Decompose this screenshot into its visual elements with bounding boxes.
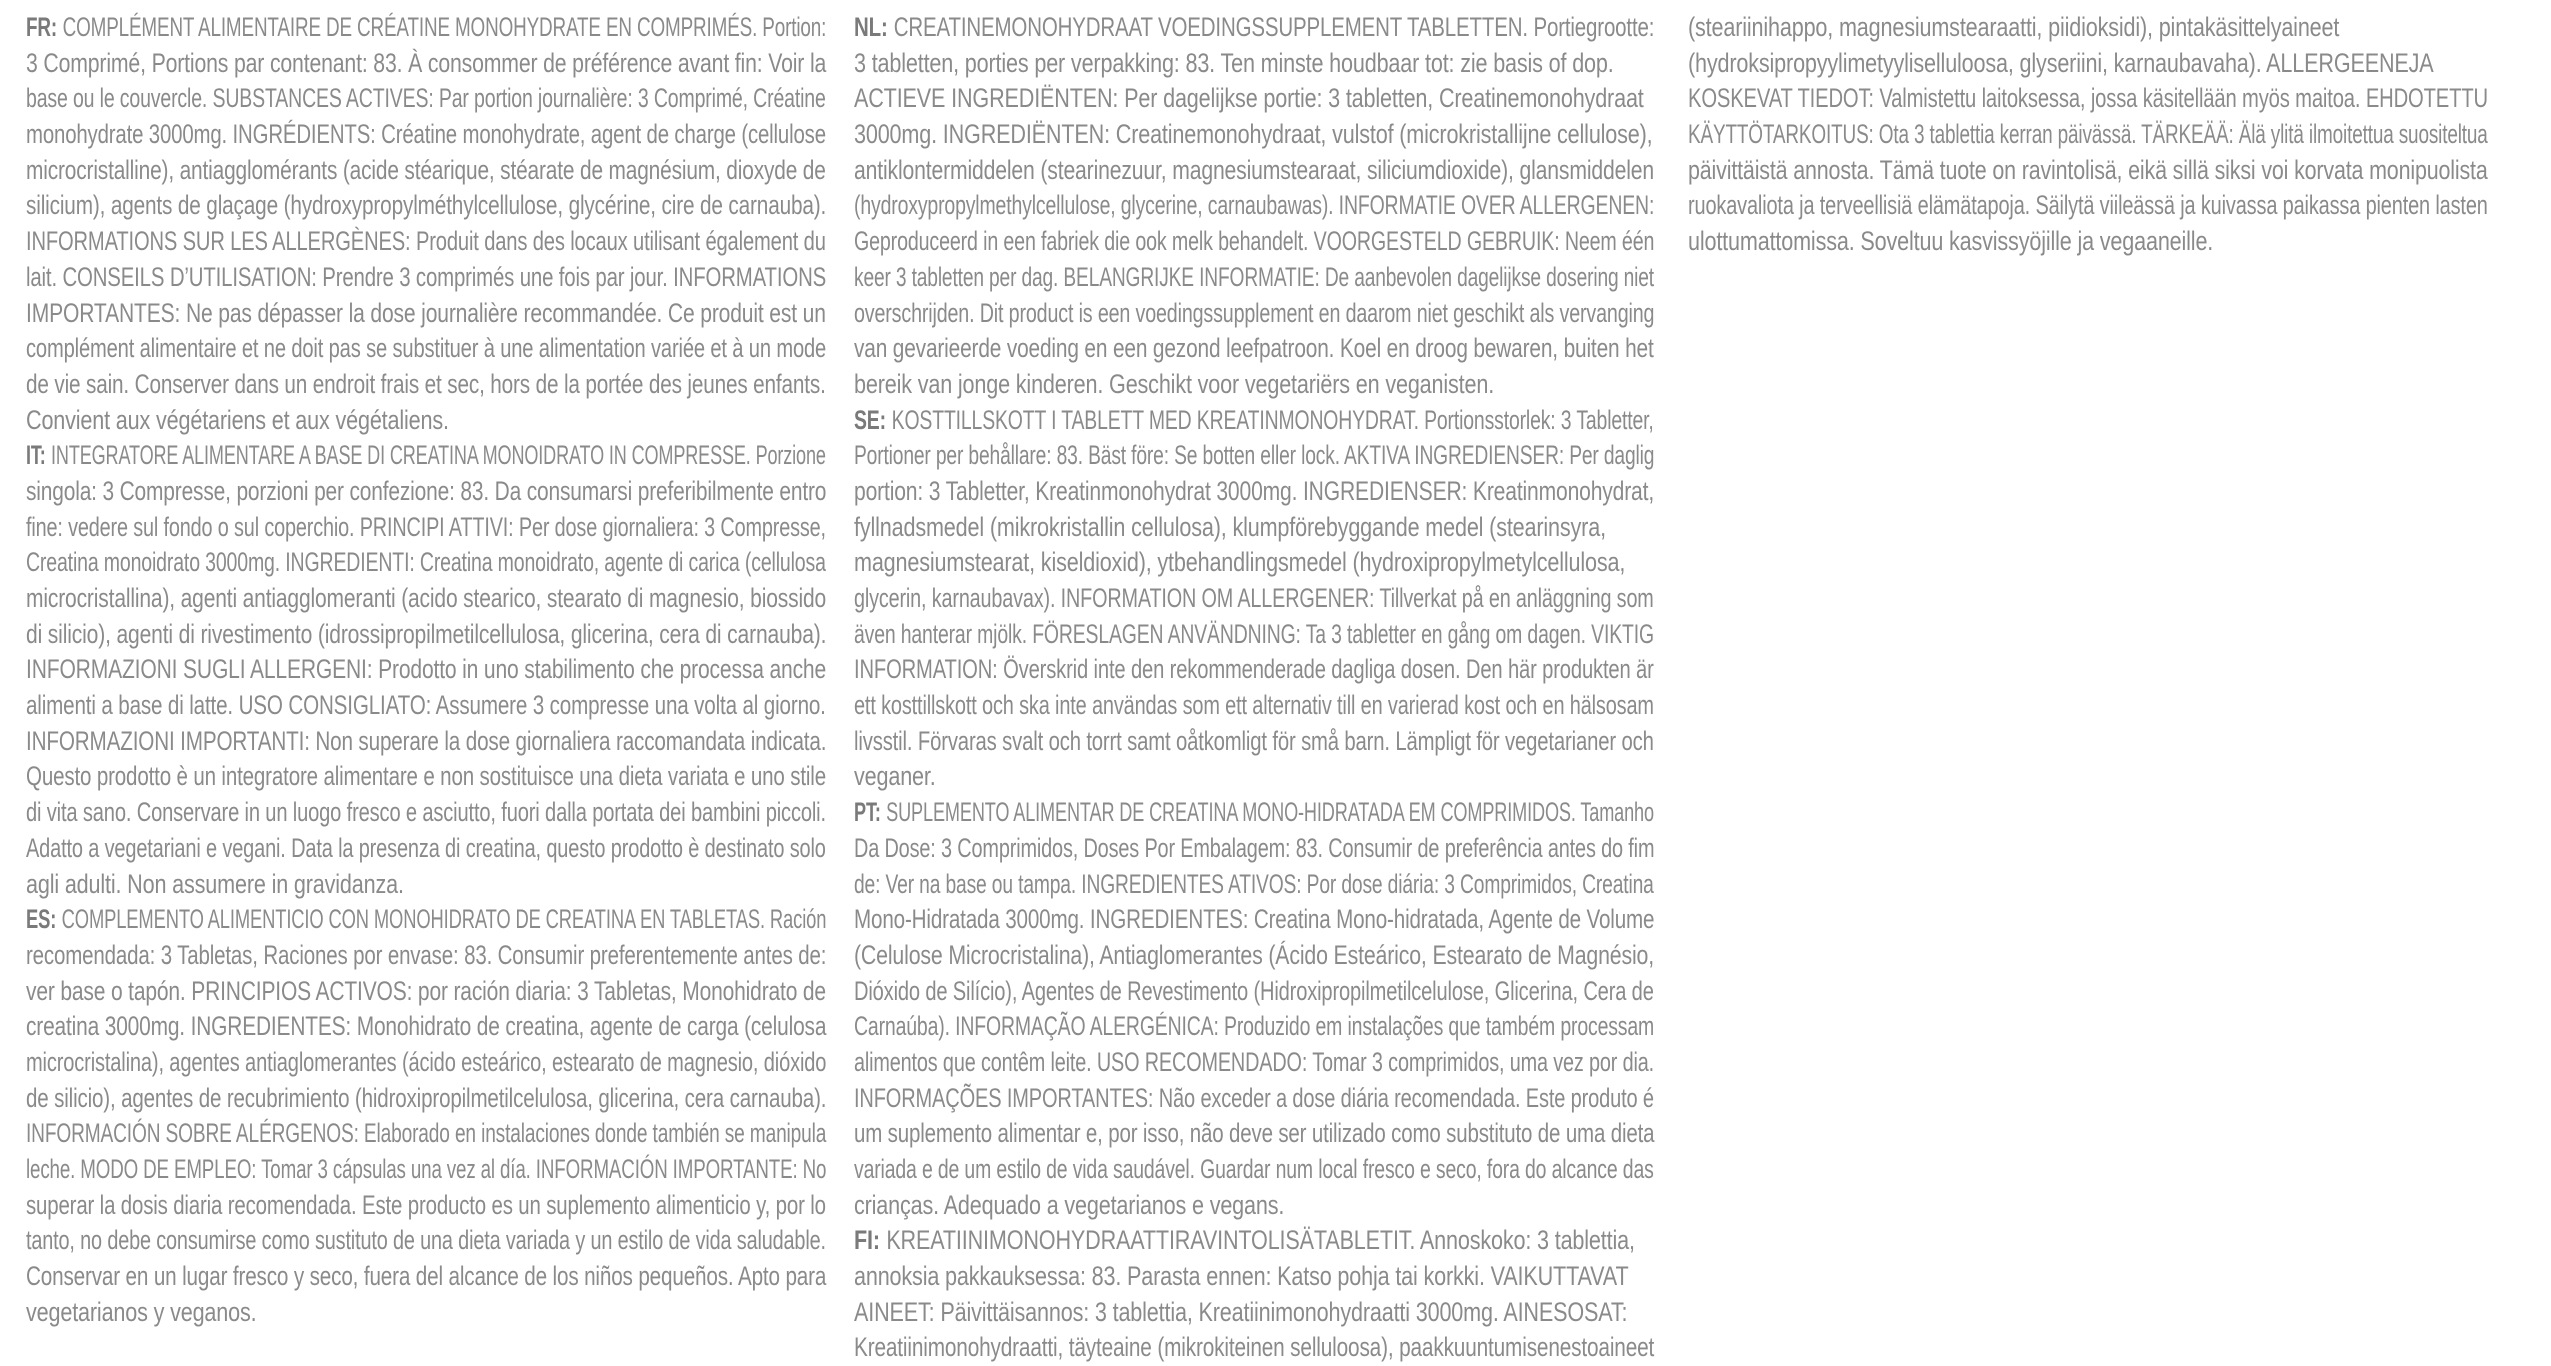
text-line: (hydroksipropyylimetyyliselluloosa, glyseriini, karnaubavaha). ALLERGEENEJA bbox=[1688, 47, 2434, 78]
text-line: INFORMATION: Överskrid inte den rekommenderade dagliga dosen. Den här produkten är bbox=[854, 654, 1654, 685]
language-code-nl: NL: bbox=[854, 12, 888, 42]
text-line: bereik van jonge kinderen. Geschikt voor vegetariërs en veganisten. bbox=[854, 368, 1495, 399]
text-line: vegetarianos y veganos. bbox=[26, 1296, 257, 1327]
text-line: INFORMACIÓN SOBRE ALÉRGENOS: Elaborado en instalaciones donde también se manipula bbox=[26, 1118, 827, 1149]
language-code-fr: FR: bbox=[26, 12, 58, 42]
text-line: ACTIEVE INGREDIËNTEN: Per dagelijkse portie: 3 tabletten, Creatinemonohydraat bbox=[854, 83, 1644, 114]
section-nl bbox=[854, 10, 1664, 403]
text-line: leche. MODO DE EMPLEO: Tomar 3 cápsulas una vez al día. INFORMACIÓN IMPORTANTE: No bbox=[26, 1154, 827, 1184]
text-line: Dióxido de Silício), Agentes de Revestimento (Hidroxipropilmetilcelulose, Glicerina, Cera de bbox=[854, 975, 1654, 1006]
text-line: (steariinihappo, magnesiumstearaatti, piidioksidi), pintakäsittelyaineet bbox=[1688, 12, 2340, 42]
text-line: (hydroxypropylmethylcellulose, glycerine, carnaubawas). INFORMATIE OVER ALLERGENEN: bbox=[854, 190, 1655, 221]
text-line: IT: INTEGRATORE ALIMENTARE A BASE DI CREATINA MONOIDRATO IN COMPRESSE. Porzione bbox=[26, 440, 826, 471]
text-line: FI: KREATIINIMONOHYDRAATTIRAVINTOLISÄTABLETIT. Annoskoko: 3 tablettia, bbox=[854, 1225, 1635, 1256]
language-code-it: IT: bbox=[26, 440, 46, 471]
text-line: SE: KOSTTILLSKOTT I TABLETT MED KREATINMONOHYDRAT. Portionsstorlek: 3 Tabletter, bbox=[854, 404, 1654, 435]
text-line: päivittäistä annosta. Tämä tuote on ravintolisä, eikä sillä siksi voi korvata monipuolista bbox=[1688, 154, 2488, 185]
text-line: crianças. Adequado a vegetarianos e vegans. bbox=[854, 1189, 1285, 1220]
text-line: microcristallina), agenti antiagglomeranti (acido stearico, stearato di magnesio, biossido bbox=[26, 583, 827, 613]
text-line: Kreatiinimonohydraatti, täyteaine (mikrokiteinen selluloosa), paakkuuntumisenestoaineet bbox=[854, 1332, 1655, 1363]
section-fi bbox=[854, 1223, 1664, 1366]
text-line: recomendada: 3 Tabletas, Raciones por envase: 83. Consumir preferentemente antes de: bbox=[26, 939, 827, 970]
text-line: 3 Comprimé, Portions par contenant: 83. À consommer de préférence avant fin: Voir la bbox=[26, 47, 827, 78]
label-column-3 bbox=[1688, 10, 2498, 260]
text-line: INFORMAZIONI SUGLI ALLERGENI: Prodotto in uno stabilimento che processa anche bbox=[26, 654, 827, 685]
text-line: INFORMATIONS SUR LES ALLERGÈNES: Produit dans des locaux utilisant également du bbox=[26, 226, 826, 257]
text-line: monohydrate 3000mg. INGRÉDIENTS: Créatine monohydrate, agent de charge (cellulose bbox=[26, 119, 826, 150]
text-line: tanto, no debe consumirse como sustituto de una dieta variada y un estilo de vida saludable. bbox=[26, 1225, 826, 1256]
text-line: de vie sain. Conserver dans un endroit frais et sec, hors de la portée des jeunes enfants. bbox=[26, 368, 826, 399]
section-es bbox=[26, 902, 836, 1330]
text-line: NL: CREATINEMONOHYDRAAT VOEDINGSSUPPLEMENT TABLETTEN. Portiegrootte: bbox=[854, 12, 1655, 42]
text-line: de silicio), agentes de recubrimiento (hidroxipropilmetilcelulosa, glicerina, cera carnauba). bbox=[26, 1082, 827, 1113]
language-code-pt: PT: bbox=[854, 797, 881, 828]
text-line: INFORMAZIONI IMPORTANTI: Non superare la dose giornaliera raccomandata indicata. bbox=[26, 725, 827, 756]
text-line: AINEET: Päivittäisannos: 3 tablettia, Kreatiinimonohydraatti 3000mg. AINESOSAT: bbox=[854, 1296, 1628, 1327]
text-line: annoksia pakkauksessa: 83. Parasta ennen: Katso pohja tai korkki. VAIKUTTAVAT bbox=[854, 1261, 1629, 1292]
section-se bbox=[854, 403, 1664, 796]
section-fr bbox=[26, 10, 836, 438]
text-line: singola: 3 Compresse, porzioni per confezione: 83. Da consumarsi preferibilmente entro bbox=[26, 475, 827, 506]
text-line: de: Ver na base ou tampa. INGREDIENTES ATIVOS: Por dose diária: 3 Comprimidos, Creatina bbox=[854, 868, 1654, 899]
text-line: ett kosttillskott och ska inte användas som ett alternativ till en varierad kost och en hälsosam bbox=[854, 690, 1654, 721]
text-line: glycerin, karnaubavax). INFORMATION OM ALLERGENER: Tillverkat på en anläggning som bbox=[854, 583, 1654, 613]
language-code-fi: FI: bbox=[854, 1225, 880, 1256]
text-line: 3 tabletten, porties per verpakking: 83. Ten minste houdbaar tot: zie basis of dop. bbox=[854, 47, 1614, 78]
text-line: di silicio), agenti di rivestimento (idrossipropilmetilcellulosa, glicerina, cera di carnauba). bbox=[26, 618, 827, 649]
text-line: ES: COMPLEMENTO ALIMENTICIO CON MONOHIDRATO DE CREATINA EN TABLETAS. Ración bbox=[26, 904, 827, 935]
text-line: di vita sano. Conservare in un luogo fresco e asciutto, fuori dalla portata dei bambini piccoli. bbox=[26, 797, 826, 828]
text-line: variada e de um estilo de vida saudável. Guardar num local fresco e seco, fora do alcance das bbox=[854, 1154, 1654, 1184]
text-line: Geproduceerd in een fabriek die ook melk behandelt. VOORGESTELD GEBRUIK: Neem één bbox=[854, 226, 1655, 257]
label-column-2 bbox=[854, 10, 1664, 1366]
text-line: (Celulose Microcristalina), Antiaglomerantes (Ácido Esteárico, Estearato de Magnésio, bbox=[854, 939, 1654, 970]
text-line: superar la dosis diaria recomendada. Este producto es un suplemento alimenticio y, por lo bbox=[26, 1189, 826, 1220]
text-line: creatina 3000mg. INGREDIENTES: Monohidrato de creatina, agente de carga (celulosa bbox=[26, 1011, 827, 1042]
text-line: ruokavaliota ja terveellisiä elämätapoja. Säilytä viileässä ja kuivassa paikassa pienten lasten bbox=[1688, 190, 2488, 221]
text-line: base ou le couvercle. SUBSTANCES ACTIVES: Par portion journalière: 3 Comprimé, Créatine bbox=[26, 83, 826, 114]
text-line: um suplemento alimentar e, por isso, não deve ser utilizado como substituto de uma dieta bbox=[854, 1118, 1655, 1149]
text-line: keer 3 tabletten per dag. BELANGRIJKE INFORMATIE: De aanbevolen dagelijkse dosering niet bbox=[854, 261, 1654, 292]
text-line: 3000mg. INGREDIËNTEN: Creatinemonohydraat, vulstof (microkristallijne cellulose), bbox=[854, 119, 1653, 150]
text-line: FR: COMPLÉMENT ALIMENTAIRE DE CRÉATINE MONOHYDRATE EN COMPRIMÉS. Portion: bbox=[26, 12, 827, 42]
text-line: microcristalline), antiagglomérants (acide stéarique, stéarate de magnésium, dioxyde de bbox=[26, 154, 826, 185]
text-line: complément alimentaire et ne doit pas se substituer à une alimentation variée et à un mode bbox=[26, 333, 827, 364]
text-line: Convient aux végétariens et aux végétaliens. bbox=[26, 404, 449, 435]
text-line: ulottumattomissa. Soveltuu kasvissyöjille ja vegaaneille. bbox=[1688, 226, 2214, 257]
text-line: Portioner per behållare: 83. Bäst före: Se botten eller lock. AKTIVA INGREDIENSER: Per daglig bbox=[854, 440, 1655, 471]
text-line: overschrijden. Dit product is een voedingssupplement en daarom niet geschikt als vervanging bbox=[854, 297, 1655, 328]
text-line: Conservar en un lugar fresco y seco, fuera del alcance de los niños pequeños. Apto para bbox=[26, 1261, 827, 1292]
language-code-se: SE: bbox=[854, 404, 886, 435]
section-pt bbox=[854, 795, 1664, 1223]
text-line: magnesiumstearat, kiseldioxid), ytbehandlingsmedel (hydroxipropylmetylcellulosa, bbox=[854, 547, 1626, 578]
text-line: Mono-Hidratada 3000mg. INGREDIENTES: Creatina Mono-hidratada, Agente de Volume bbox=[854, 904, 1655, 935]
text-line: veganer. bbox=[854, 761, 936, 792]
text-line: van gevarieerde voeding en een gezond leefpatroon. Koel en droog bewaren, buiten het bbox=[854, 333, 1654, 364]
language-code-es: ES: bbox=[26, 904, 57, 935]
text-line: PT: SUPLEMENTO ALIMENTAR DE CREATINA MONO-HIDRATADA EM COMPRIMIDOS. Tamanho bbox=[854, 797, 1654, 828]
text-line: antiklontermiddelen (stearinezuur, magnesiumstearaat, siliciumdioxide), glansmiddelen bbox=[854, 154, 1655, 185]
label-column-1 bbox=[26, 10, 836, 1330]
text-line: fine: vedere sul fondo o sul coperchio. PRINCIPI ATTIVI: Per dose giornaliera: 3 Compresse, bbox=[26, 511, 826, 542]
text-line: Adatto a vegetariani e vegani. Data la presenza di creatina, questo prodotto è destinato solo bbox=[26, 832, 826, 863]
text-line: agli adulti. Non assumere in gravidanza. bbox=[26, 868, 404, 899]
text-line: KOSKEVAT TIEDOT: Valmistettu laitoksessa, jossa käsitellään myös maitoa. EHDOTETTU bbox=[1688, 83, 2488, 114]
text-line: alimentos que contêm leite. USO RECOMENDADO: Tomar 3 comprimidos, uma vez por dia. bbox=[854, 1046, 1654, 1077]
text-line: silicium), agents de glaçage (hydroxypropylméthylcellulose, glycérine, cire de carnauba). bbox=[26, 190, 827, 221]
section-fi-continued bbox=[1688, 10, 2498, 260]
text-line: ver base o tapón. PRINCIPIOS ACTIVOS: por ración diaria: 3 Tabletas, Monohidrato de bbox=[26, 975, 826, 1006]
text-line: portion: 3 Tabletter, Kreatinmonohydrat 3000mg. INGREDIENSER: Kreatinmonohydrat, bbox=[854, 475, 1655, 506]
text-line: Creatina monoidrato 3000mg. INGREDIENTI: Creatina monoidrato, agente di carica (cellulosa bbox=[26, 547, 826, 578]
section-it bbox=[26, 438, 836, 902]
text-line: microcristalina), agentes antiaglomerantes (ácido esteárico, estearato de magnesio, dióxido bbox=[26, 1046, 827, 1077]
text-line: INFORMAÇÕES IMPORTANTES: Não exceder a dose diária recomendada. Este produto é bbox=[854, 1082, 1654, 1113]
text-line: alimenti a base di latte. USO CONSIGLIATO: Assumere 3 compresse una volta al giorno. bbox=[26, 690, 826, 721]
text-line: även hanterar mjölk. FÖRESLAGEN ANVÄNDNING: Ta 3 tabletter en gång om dagen. VIKTIG bbox=[854, 618, 1654, 649]
text-line: IMPORTANTES: Ne pas dépasser la dose journalière recommandée. Ce produit est un bbox=[26, 297, 826, 328]
text-line: livsstil. Förvaras svalt och torrt samt oåtkomligt för små barn. Lämpligt för vegetarianer och bbox=[854, 725, 1654, 756]
text-line: Da Dose: 3 Comprimidos, Doses Por Embalagem: 83. Consumir de preferência antes do fim bbox=[854, 832, 1655, 863]
text-line: fyllnadsmedel (mikrokristallin cellulosa), klumpförebyggande medel (stearinsyra, bbox=[854, 511, 1606, 542]
text-line: Questo prodotto è un integratore alimentare e non sostituisce una dieta variata e uno stile bbox=[26, 761, 826, 792]
text-line: lait. CONSEILS D’UTILISATION: Prendre 3 comprimés une fois par jour. INFORMATIONS bbox=[26, 261, 827, 292]
text-line: KÄYTTÖTARKOITUS: Ota 3 tablettia kerran päivässä. TÄRKEÄÄ: Älä ylitä ilmoitettua suositeltua bbox=[1688, 119, 2488, 150]
text-line: Carnaúba). INFORMAÇÃO ALERGÉNICA: Produzido em instalações que também processam bbox=[854, 1011, 1655, 1042]
